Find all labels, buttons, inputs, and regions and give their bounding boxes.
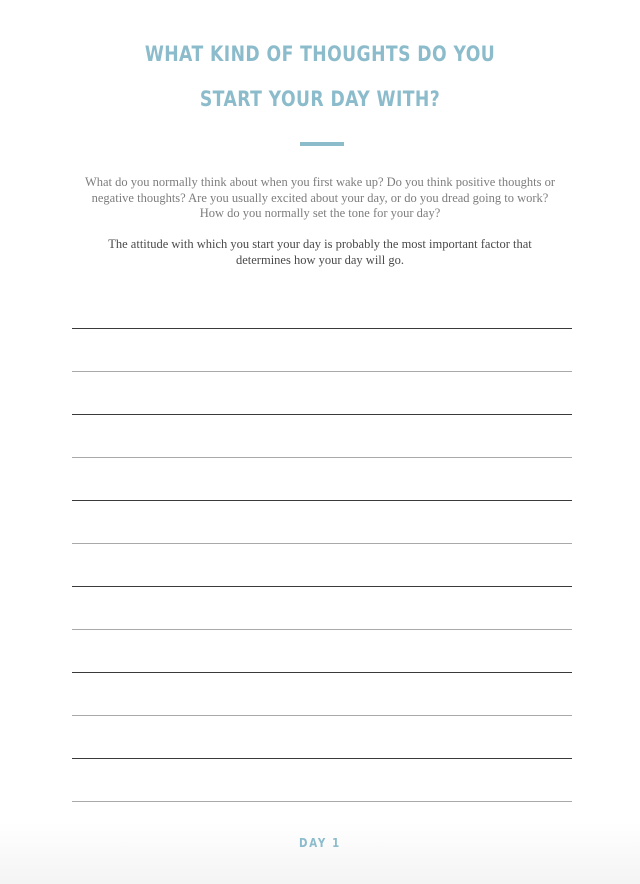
day-label: DAY 1 <box>299 836 341 850</box>
page-title-line-2: START YOUR DAY WITH? <box>199 87 441 111</box>
writing-line <box>72 586 572 587</box>
writing-line <box>72 500 572 501</box>
writing-line <box>72 758 572 759</box>
intro-line: negative thoughts? Are you usually excited about your day, or do you dread going to work? <box>91 190 549 205</box>
writing-area[interactable] <box>72 0 572 884</box>
writing-line <box>72 328 572 329</box>
page-title-line-1: WHAT KIND OF THOUGHTS DO YOU <box>144 42 496 66</box>
writing-line <box>72 543 572 544</box>
writing-line <box>72 457 572 458</box>
writing-line <box>72 414 572 415</box>
emphasis-line: determines how your day will go. <box>235 253 405 267</box>
intro-line: What do you normally think about when you first wake up? Do you think positive thoughts or <box>84 175 556 189</box>
writing-line <box>72 801 572 802</box>
writing-line <box>72 371 572 372</box>
intro-line: How do you normally set the tone for your day? <box>199 206 441 220</box>
writing-line <box>72 715 572 716</box>
emphasis-line: The attitude with which you start your day is probably the most important factor that <box>108 237 532 251</box>
writing-line <box>72 629 572 630</box>
writing-line <box>72 672 572 673</box>
